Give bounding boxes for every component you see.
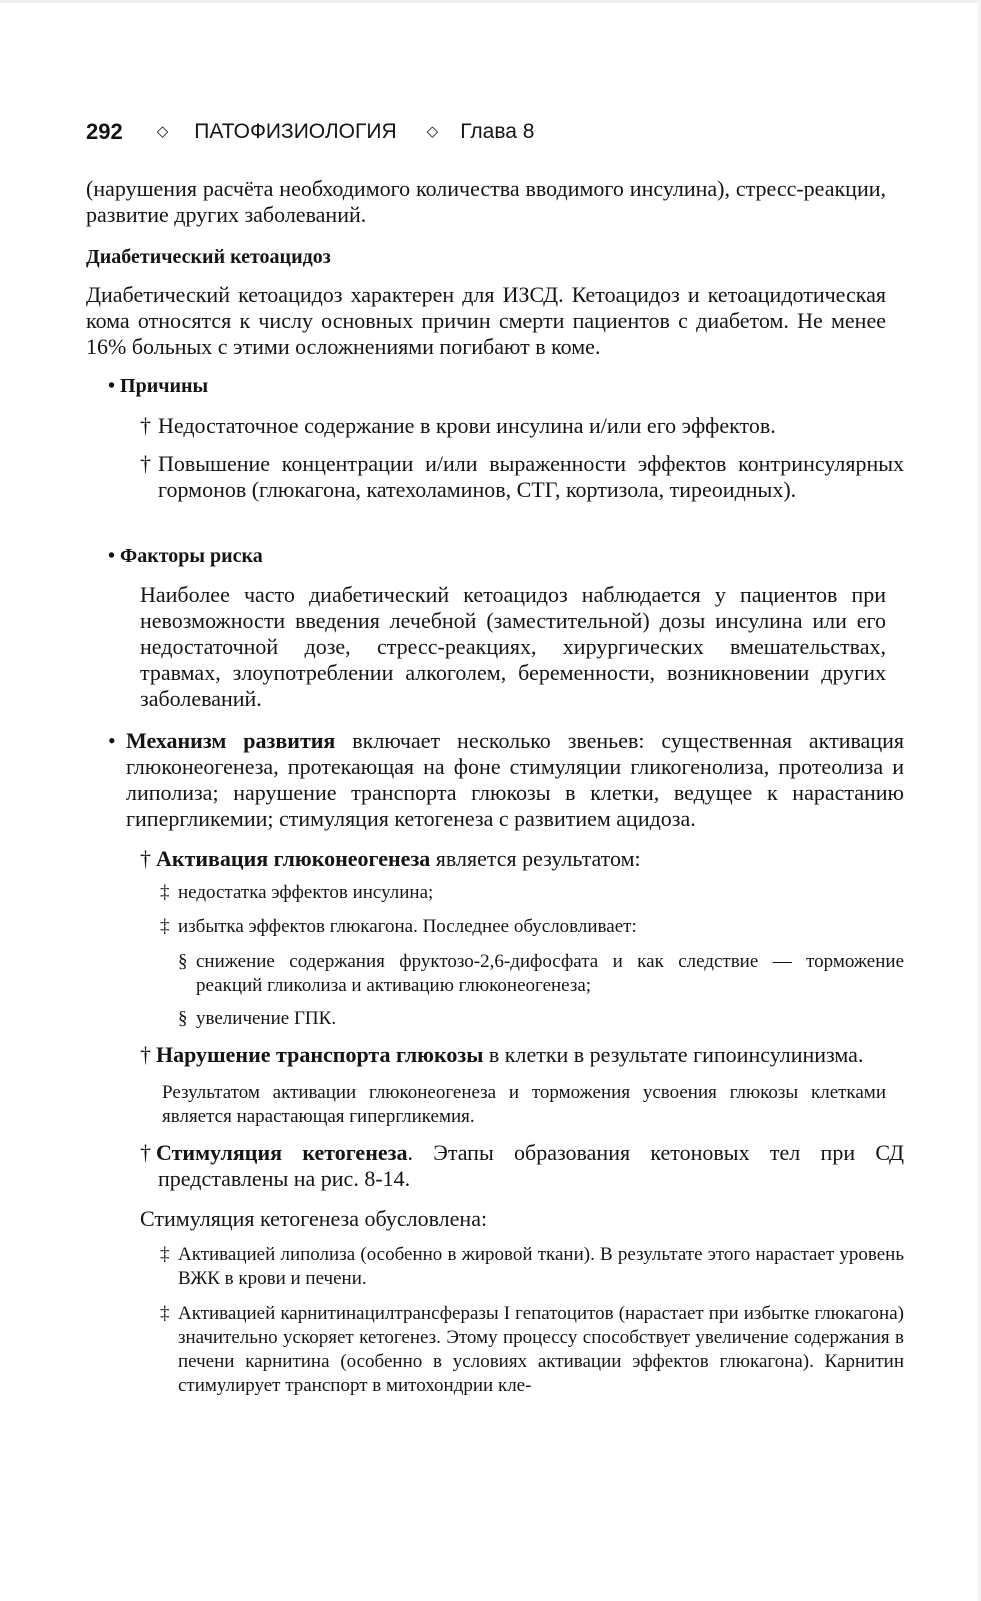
mechanism-text: включает несколько звеньев: существенная активация глюконеогенеза, протекающая на фоне стимуляции гликогенолиза, протеолиза и липолиза; нарушение транспорта глюкозы в клетки, ведущее к нарастанию гипергликемии; стимуляция кетогенеза с развитием ацидоза. bbox=[126, 728, 904, 831]
gluco-item-text: недостатка эффектов инсулина; bbox=[178, 882, 434, 903]
section-paragraph: Диабетический кетоацидоз характерен для ИЗСД. Кетоацидоз и кетоацидотическая кома относятся к числу основных причин смерти пациентов с диабетом. Не менее 16% больных с этими осложнениями погибают в коме. bbox=[86, 282, 886, 359]
risk-paragraph: Наиболее часто диабетический кетоацидоз наблюдается у пациентов при невозможности введения лечебной (заместительной) дозы инсулина или его недостаточной дозе, стресс-реакциях, хирургических вмешательствах, травмах, злоупотреблении алкоголем, беременности, возникновении других заболеваний. bbox=[140, 582, 886, 711]
cause-item bbox=[140, 413, 904, 439]
transport-heading bbox=[140, 1042, 904, 1068]
keto-item-text: Активацией карнитинацилтрансферазы I гепатоцитов (нарастает при избытке глюкагона) значительно ускоряет кетогенез. Этому процессу способствует увеличение содержания в печени карнитина (особенно в условиях активации эффектов глюкагона). Карнитин стимулирует транспорт в митохондрии кле- bbox=[178, 1303, 904, 1396]
dagger-icon: † bbox=[140, 846, 151, 871]
double-dagger-icon: ‡ bbox=[160, 1303, 170, 1324]
dagger-icon: † bbox=[140, 451, 151, 476]
gluco-item-text: избытка эффектов глюкагона. Последнее обусловливает: bbox=[178, 916, 637, 937]
gluco-item bbox=[160, 881, 904, 905]
dagger-icon: † bbox=[140, 1042, 151, 1067]
section-sign-icon: § bbox=[178, 1008, 188, 1029]
page-number: 292 bbox=[86, 119, 123, 144]
gluco-subitem-text: снижение содержания фруктозо-2,6-дифосфата и как следствие — торможение реакций гликолиза и активацию глюконеогенеза; bbox=[196, 951, 904, 996]
cause-text: Недостаточное содержание в крови инсулина и/или его эффектов. bbox=[158, 413, 776, 438]
gluco-subitem bbox=[178, 950, 904, 998]
transport-text: в клетки в результате гипоинсулинизма. bbox=[483, 1042, 864, 1067]
causes-heading bbox=[108, 374, 888, 398]
gluco-text: является результатом: bbox=[430, 846, 641, 871]
double-dagger-icon: ‡ bbox=[160, 916, 170, 937]
transport-note: Результатом активации глюконеогенеза и торможения усвоения глюкозы клетками является нарастающая гипергликемия. bbox=[162, 1082, 886, 1127]
dagger-icon: † bbox=[140, 1140, 151, 1165]
dagger-icon: † bbox=[140, 413, 151, 438]
risk-title: Факторы риска bbox=[120, 545, 263, 567]
gluco-title: Активация глюконеогенеза bbox=[156, 846, 431, 871]
bullet-icon: • bbox=[108, 545, 116, 567]
chapter-label: Глава 8 bbox=[460, 120, 535, 143]
intro-paragraph: (нарушения расчёта необходимого количества вводимого инсулина), стресс-реакции, развитие других заболеваний. bbox=[86, 176, 886, 227]
section-sign-icon: § bbox=[178, 951, 188, 972]
book-title: ПАТОФИЗИОЛОГИЯ bbox=[194, 120, 397, 143]
causes-title: Причины bbox=[120, 375, 209, 397]
keto-item-text: Активацией липолиза (особенно в жировой ткани). В результате этого нарастает уровень ВЖК в крови и печени. bbox=[178, 1244, 904, 1289]
gluco-item bbox=[160, 915, 904, 939]
keto-heading bbox=[140, 1140, 904, 1192]
page-top-edge bbox=[0, 0, 981, 3]
risk-heading bbox=[108, 544, 888, 568]
bullet-icon: • bbox=[108, 375, 116, 397]
gluco-subitem-text: увеличение ГПК. bbox=[196, 1008, 337, 1029]
mechanism-title: Механизм развития bbox=[126, 728, 336, 753]
cause-item bbox=[140, 451, 904, 503]
bullet-icon: • bbox=[108, 728, 116, 753]
gluco-subitem bbox=[178, 1007, 904, 1031]
running-header bbox=[86, 117, 886, 147]
section-heading: Диабетический кетоацидоз bbox=[86, 246, 331, 268]
keto-item bbox=[160, 1302, 904, 1398]
keto-text: . Этапы образования кетоновых тел при СД представлены на рис. 8-14. bbox=[158, 1140, 904, 1191]
keto-lead: Стимуляция кетогенеза обусловлена: bbox=[140, 1206, 488, 1231]
keto-item bbox=[160, 1243, 904, 1291]
keto-title: Стимуляция кетогенеза bbox=[156, 1140, 408, 1165]
double-dagger-icon: ‡ bbox=[160, 1244, 170, 1265]
double-dagger-icon: ‡ bbox=[160, 882, 170, 903]
transport-title: Нарушение транспорта глюкозы bbox=[156, 1042, 484, 1067]
diamond-separator-icon: ◇ bbox=[426, 123, 439, 140]
gluco-heading bbox=[140, 846, 904, 872]
diamond-separator-icon: ◇ bbox=[156, 123, 169, 140]
cause-text: Повышение концентрации и/или выраженности эффектов контринсулярных гормонов (глюкагона, катехоламинов, СТГ, кортизола, тиреоидных). bbox=[158, 451, 904, 502]
mechanism-paragraph bbox=[108, 728, 904, 832]
